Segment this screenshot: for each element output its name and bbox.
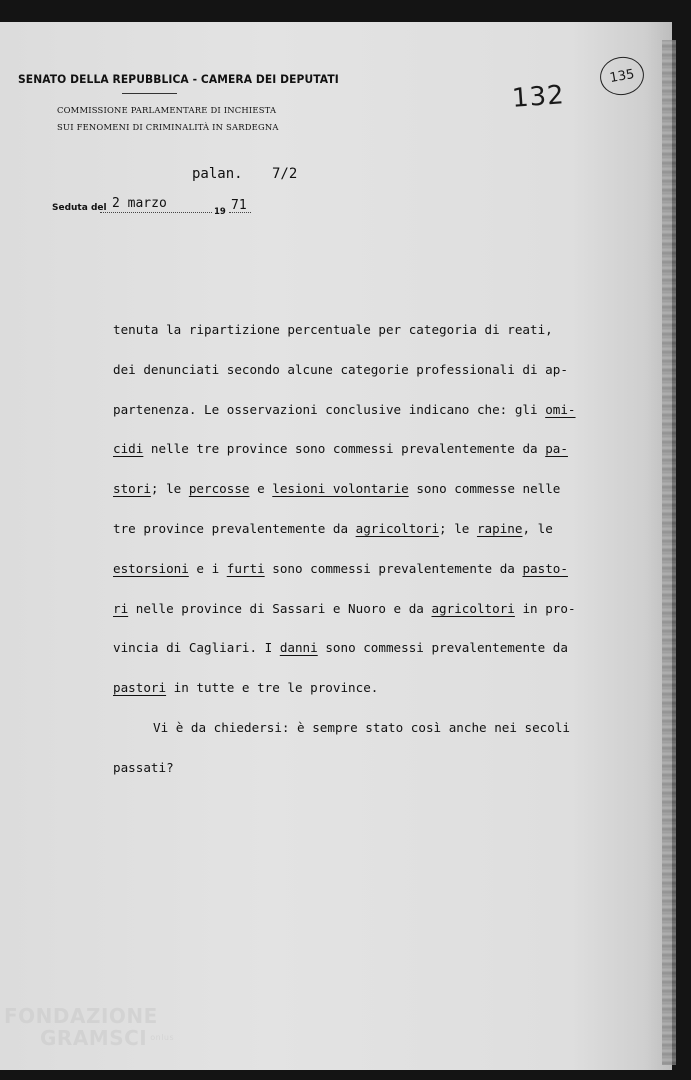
seduta-date: 2 marzo [112,196,167,211]
handwritten-page-number: 132 [511,80,566,114]
body-line [113,310,613,350]
body-text-run: ; le [439,520,477,536]
underlined-term: danni [279,640,318,656]
underlined-term: rapine [476,520,523,536]
body-line [113,429,613,469]
underlined-term: estorsioni [113,560,189,576]
reference-code: palan. [192,166,243,182]
seduta-year-suffix: 71 [231,198,247,213]
seduta-year-prefix: 19 [214,207,226,217]
underlined-term: pasto- [522,560,568,576]
body-text-run: partenenza. Le osservazioni conclusive indicano che: gli [113,401,546,417]
body-text-run: in tutte e tre le province. [166,680,379,696]
watermark-line-2-row [4,1027,174,1049]
header-rule [122,93,177,94]
body-line [113,628,613,668]
body-text-run: nelle province di Sassari e Nuoro e da [128,600,432,616]
fondazione-gramsci-watermark [4,1005,174,1049]
body-text-run: dei denunciati secondo alcune categorie professionali di ap- [113,361,568,377]
seduta-label: Seduta del [52,203,107,213]
body-text-run: e i [188,560,227,576]
body-line [113,350,613,390]
body-text-run: nelle tre province sono commessi prevalentemente da [143,441,546,457]
underlined-term: stori [113,481,151,497]
body-text-run: Vi è da chiedersi: è sempre stato così anche nei secoli [153,719,571,735]
body-text-run: vincia di Cagliari. I [113,640,280,656]
body-line [113,549,613,589]
body-text-run: e [249,481,273,497]
reference-number: 7/2 [272,166,298,182]
body-line [113,748,613,788]
body-line [113,509,613,549]
seduta-date-dotted-line [100,212,212,213]
underlined-term: pastori [113,680,167,696]
underlined-term: agricoltori [355,520,440,536]
commission-line-1: COMMISSIONE PARLAMENTARE DI INCHIESTA [57,105,277,115]
watermark-line-1: FONDAZIONE [4,1004,158,1028]
underlined-term: ri [113,600,129,616]
circled-page-stamp: 135 [597,53,647,98]
underlined-term: pa- [545,441,568,457]
watermark-suffix: onlus [150,1033,175,1042]
underlined-term: lesioni volontarie [272,481,409,497]
page-edge [662,40,676,1065]
body-text-run: tre province prevalentemente da [113,520,356,536]
underlined-term: furti [226,560,265,576]
body-text-run: sono commesse nelle [408,481,561,497]
body-line [113,668,613,708]
body-text-run: ; le [150,481,189,497]
body-text-run: , le [522,520,553,536]
underlined-term: omi- [545,401,576,417]
body-line [113,589,613,629]
body-text [113,310,613,788]
underlined-term: cidi [113,441,144,457]
body-line [113,390,613,430]
underlined-term: percosse [188,481,250,497]
body-text-run: tenuta la ripartizione percentuale per categoria di reati, [113,322,553,337]
body-text-run: sono commessi prevalentemente da [317,640,568,656]
body-text-run: passati? [113,759,174,775]
watermark-line-2: GRAMSCI [40,1026,148,1050]
body-line [113,708,613,748]
body-line [113,469,613,509]
underlined-term: agricoltori [431,600,515,616]
institution-header: SENATO DELLA REPUBBLICA - CAMERA DEI DEPUTATI [18,72,339,86]
commission-line-2: SUI FENOMENI DI CRIMINALITÀ IN SARDEGNA [57,122,279,132]
body-text-run: sono commessi prevalentemente da [264,560,523,576]
body-text-run: in pro- [514,600,576,616]
